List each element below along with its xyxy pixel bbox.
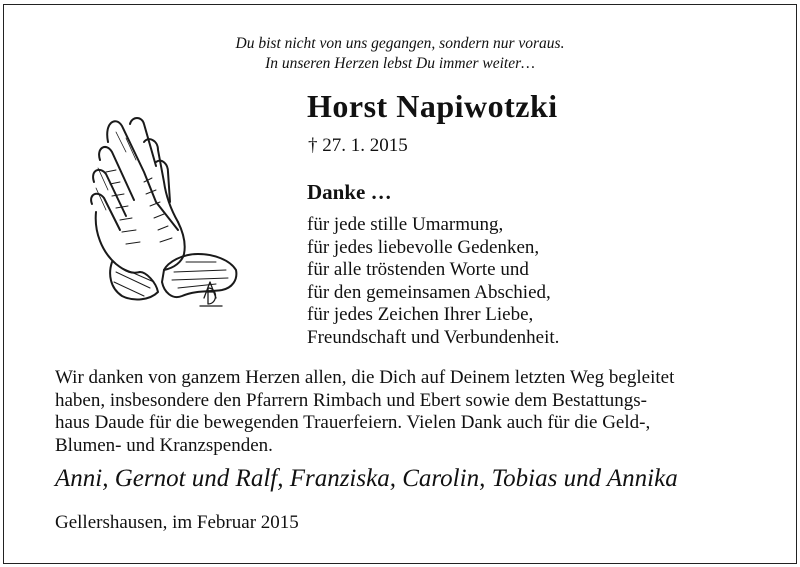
motto bbox=[0, 34, 800, 74]
thanks-line: für jede stille Umarmung, bbox=[307, 214, 504, 235]
praying-hands-icon bbox=[86, 112, 242, 312]
thanks-line: für jedes liebevolle Gedenken, bbox=[307, 236, 540, 258]
message-line: haus Daude für die bewegenden Trauerfeiern. Vielen Dank auch für die Geld-, bbox=[55, 412, 651, 433]
thanks-line: für alle tröstenden Worte und bbox=[307, 259, 529, 281]
death-date: † 27. 1. 2015 bbox=[308, 135, 408, 156]
message-line: haben, insbesondere den Pfarrern Rimbach und Ebert sowie dem Bestattungs- bbox=[55, 389, 648, 411]
place-date: Gellershausen, im Februar 2015 bbox=[55, 512, 299, 533]
message-line: Blumen- und Kranzspenden. bbox=[55, 434, 273, 456]
thanks-list bbox=[307, 214, 559, 350]
motto-line-2: In unseren Herzen lebst Du immer weiter… bbox=[265, 55, 535, 72]
motto-line-1: Du bist nicht von uns gegangen, sondern nur voraus. bbox=[235, 35, 565, 52]
thank-you-message bbox=[55, 367, 755, 457]
thanks-line: Freundschaft und Verbundenheit. bbox=[307, 326, 560, 348]
message-line: Wir danken von ganzem Herzen allen, die Dich auf Deinem letzten Weg begleitet bbox=[55, 367, 675, 388]
deceased-name: Horst Napiwotzki bbox=[307, 88, 558, 124]
thanks-heading: Danke … bbox=[307, 180, 392, 204]
family-names: Anni, Gernot und Ralf, Franziska, Carolin, Tobias und Annika bbox=[55, 465, 678, 492]
thanks-line: für den gemeinsamen Abschied, bbox=[307, 281, 551, 303]
thanks-line: für jedes Zeichen Ihrer Liebe, bbox=[307, 304, 534, 326]
